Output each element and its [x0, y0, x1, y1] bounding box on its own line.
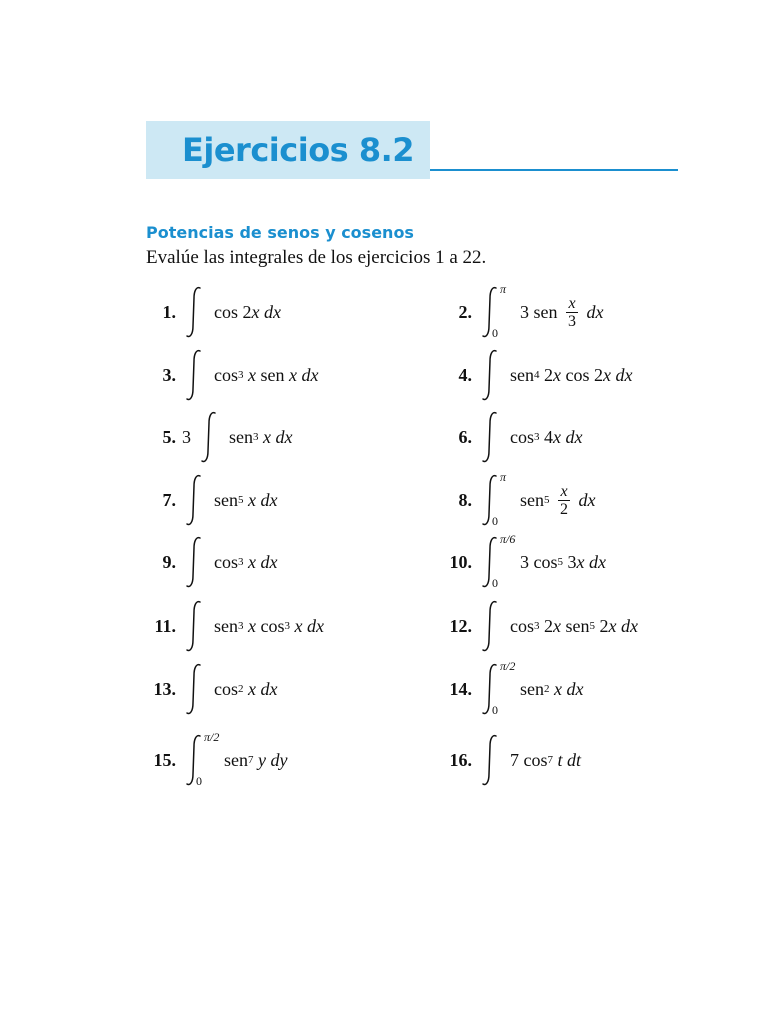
text: sen [561, 615, 590, 636]
text: sen [224, 749, 248, 770]
exercise-item [436, 407, 583, 467]
exponent: 2 [238, 683, 244, 695]
integrand [520, 483, 596, 518]
fraction [558, 483, 570, 518]
integrand [510, 750, 581, 771]
exponent: 3 [534, 620, 540, 632]
exponent: 5 [557, 556, 563, 568]
exercise-number: 8. [458, 489, 472, 510]
exponent: 3 [253, 431, 259, 443]
integral-sign-icon [480, 282, 507, 340]
variable: x [248, 551, 256, 572]
exercise-number: 7. [162, 489, 176, 510]
exercise-number: 1. [162, 301, 176, 322]
variable: dx [307, 615, 324, 636]
lower-limit: 0 [196, 774, 202, 788]
text: 2 [595, 615, 609, 636]
exercise-item [436, 345, 633, 405]
exercise-number: 3. [162, 364, 176, 385]
variable: x [248, 489, 256, 510]
lower-limit: 0 [492, 576, 498, 590]
exercise-item [436, 659, 584, 719]
text: 2 [539, 615, 553, 636]
fraction-numerator: x [560, 482, 568, 500]
exponent: 7 [547, 754, 553, 766]
integrand [214, 365, 319, 386]
text [550, 490, 555, 511]
variable: dx [264, 301, 281, 322]
text: cos [214, 678, 238, 699]
exercise-number: 10. [449, 551, 472, 572]
exercise-item [146, 532, 278, 592]
variable: dx [578, 489, 596, 510]
integral-sign-icon [184, 598, 204, 654]
page-title: Ejercicios 8.2 [182, 131, 415, 169]
integrand [510, 616, 638, 637]
variable: dx [260, 489, 278, 510]
text: cos 2 [561, 364, 603, 385]
variable: dx [586, 301, 604, 322]
integral-sign-icon [184, 347, 204, 403]
exponent: 5 [544, 494, 550, 506]
exponent: 7 [248, 754, 254, 766]
exercise-number: 15. [153, 749, 176, 770]
integrand [224, 750, 288, 771]
exercise-item [436, 730, 581, 790]
integral-sign-icon [480, 598, 500, 654]
variable: x [248, 615, 256, 636]
text: sen [229, 426, 253, 447]
exponent: 5 [238, 494, 244, 506]
integral-sign-icon [184, 284, 204, 340]
variable: dx [566, 678, 584, 699]
exercise-number: 9. [162, 551, 176, 572]
exercise-item [146, 282, 281, 342]
section-title: Potencias de senos y cosenos [146, 223, 414, 242]
exercise-item [146, 345, 319, 405]
variable: dx [260, 551, 278, 572]
integral-sign-icon [480, 409, 500, 465]
text: 3 cos [520, 551, 558, 572]
exercise-number: 13. [153, 678, 176, 699]
integrand [520, 295, 604, 330]
upper-limit: π/6 [500, 532, 516, 546]
integrand [229, 427, 293, 448]
integrand [214, 302, 281, 323]
variable: x [248, 364, 256, 385]
variable: x [603, 364, 611, 385]
variable: dx [589, 551, 606, 572]
text: sen [520, 678, 544, 699]
integral-sign-icon [480, 532, 516, 590]
header-rule [430, 169, 678, 171]
variable: dy [270, 749, 288, 770]
exercise-item [146, 596, 324, 656]
integral-sign-icon [184, 730, 220, 788]
variable: x [553, 615, 561, 636]
exercise-number: 6. [458, 426, 472, 447]
exercise-number: 2. [458, 301, 472, 322]
integral-coefficient: 3 [182, 426, 191, 447]
variable: x [263, 426, 271, 447]
integral-sign-icon [480, 347, 500, 403]
exercise-item [436, 532, 606, 592]
exponent: 3 [238, 369, 244, 381]
variable: dx [275, 426, 293, 447]
variable: dx [621, 615, 638, 636]
text: 3 sen [520, 301, 562, 322]
variable: dt [567, 749, 582, 770]
integral-sign-icon [184, 661, 204, 717]
lower-limit: 0 [492, 514, 498, 528]
fraction-denominator: 3 [568, 312, 576, 330]
variable: x [553, 426, 561, 447]
integrand [520, 552, 606, 573]
integrand [520, 679, 584, 700]
integral-sign-icon [184, 472, 204, 528]
text: sen [520, 489, 544, 510]
exponent: 2 [544, 683, 550, 695]
variable: dx [565, 426, 583, 447]
integrand [214, 490, 278, 511]
integrand [510, 365, 633, 386]
variable: y [258, 749, 266, 770]
exercise-number: 12. [449, 615, 472, 636]
exercise-item [436, 470, 596, 530]
variable: x [294, 615, 303, 636]
exercise-number: 14. [449, 678, 472, 699]
variable: x [553, 364, 561, 385]
exercise-item [436, 596, 638, 656]
exercise-number: 11. [154, 615, 176, 636]
integral-sign-icon [480, 732, 500, 788]
text: 3 [563, 551, 577, 572]
variable: dx [615, 364, 633, 385]
fraction-numerator: x [568, 294, 576, 312]
text: sen [256, 364, 289, 385]
text: cos [214, 364, 238, 385]
exponent: 3 [238, 556, 244, 568]
exponent: 3 [284, 620, 290, 632]
lower-limit: 0 [492, 703, 498, 717]
exponent: 4 [534, 369, 540, 381]
exponent: 5 [589, 620, 595, 632]
integrand [214, 616, 324, 637]
upper-limit: π/2 [500, 659, 516, 673]
instructions: Evalúe las integrales de los ejercicios 1 a 22. [146, 247, 487, 268]
exercise-item [146, 659, 278, 719]
text: sen [214, 489, 238, 510]
exercise-item [436, 282, 604, 342]
integral-sign-icon [199, 409, 219, 465]
variable: x [576, 551, 585, 572]
variable: x [608, 615, 617, 636]
variable: x [251, 301, 260, 322]
lower-limit: 0 [492, 326, 498, 340]
exercise-item [146, 730, 288, 790]
upper-limit: π [500, 282, 507, 296]
variable: dx [260, 678, 278, 699]
exercise-number: 16. [449, 749, 472, 770]
integral-sign-icon [480, 470, 507, 528]
variable: x [289, 364, 297, 385]
fraction-denominator: 2 [560, 500, 568, 518]
text: cos [256, 615, 285, 636]
variable: dx [301, 364, 319, 385]
exercise-number: 5. [162, 426, 176, 447]
text: 2 [539, 364, 553, 385]
text: sen [510, 364, 534, 385]
exercise-item [146, 407, 293, 467]
exercise-item [146, 470, 278, 530]
integral-sign-icon [480, 659, 516, 717]
text: cos 2 [214, 301, 252, 322]
integrand [214, 679, 278, 700]
exercise-number: 4. [458, 364, 472, 385]
variable: x [554, 678, 562, 699]
text: cos [510, 615, 534, 636]
exponent: 3 [238, 620, 244, 632]
text: 4 [539, 426, 553, 447]
text: cos [510, 426, 534, 447]
integrand [510, 427, 583, 448]
text: cos [214, 551, 238, 572]
upper-limit: π/2 [204, 730, 220, 744]
exponent: 3 [534, 431, 540, 443]
integral-sign-icon [184, 534, 204, 590]
integrand [214, 552, 278, 573]
variable: t [557, 749, 563, 770]
text: sen [214, 615, 238, 636]
text: 7 cos [510, 749, 548, 770]
fraction [566, 295, 578, 330]
upper-limit: π [500, 470, 507, 484]
variable: x [248, 678, 256, 699]
